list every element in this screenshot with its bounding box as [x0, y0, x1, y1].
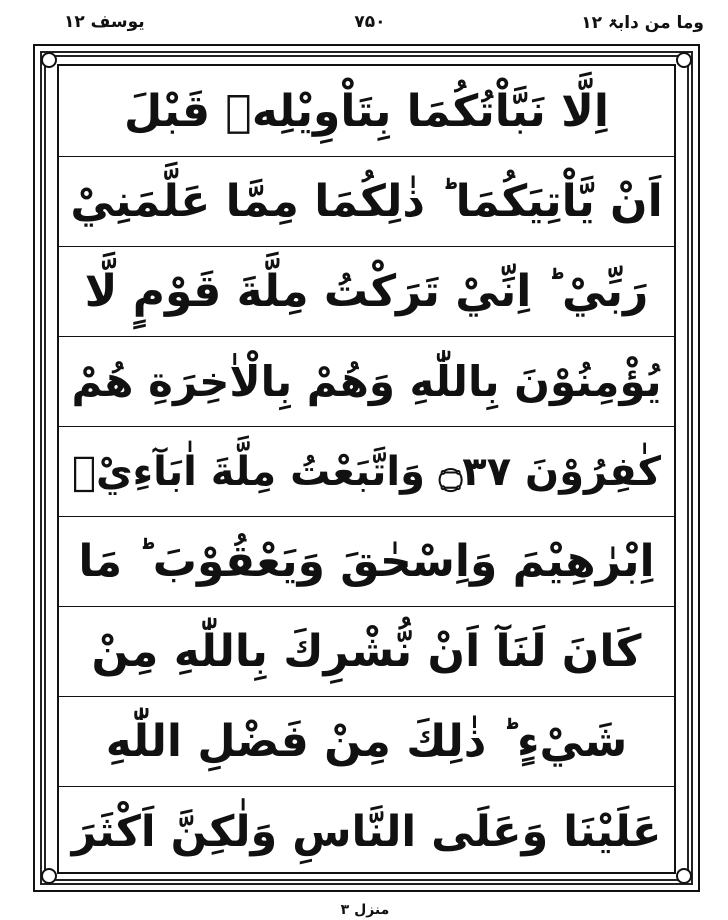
page-number: ۷۵۰ — [354, 12, 386, 32]
line-text: رَبِّيْ ؕ اِنِّيْ تَرَكْتُ مِلَّةَ قَوْمٍ لَّا — [84, 266, 649, 317]
corner-ornament — [676, 868, 692, 884]
line-text: شَيْءٍ ؕ ذٰلِكَ مِنْ فَضْلِ اللّٰهِ — [105, 716, 628, 767]
manzil-footer: منزل ۳ — [340, 902, 390, 918]
page-frame — [33, 44, 700, 892]
verse-line-9 — [59, 786, 674, 876]
juz-name: وما من دابۃ ۱۲ — [581, 13, 704, 33]
line-text: يُؤْمِنُوْنَ بِاللّٰهِ وَهُمْ بِالْاٰخِرَةِ هُمْ — [71, 357, 662, 406]
verse-line-6 — [59, 516, 674, 606]
verse-line-3 — [59, 246, 674, 336]
corner-ornament — [41, 52, 57, 68]
verse-line-8 — [59, 696, 674, 786]
line-text: اَنْ يَّاْتِيَكُمَا ؕ ذٰلِكُمَا مِمَّا عَلَّمَنِيْ — [70, 176, 663, 227]
line-text: اِلَّا نَبَّاْتُكُمَا بِتَاْوِيْلِهٖ قَبْلَ — [124, 85, 609, 137]
line-text: عَلَيْنَا وَعَلَى النَّاسِ وَلٰكِنَّ اَكْثَرَ — [71, 806, 662, 857]
verse-line-2 — [59, 156, 674, 246]
text-area — [57, 64, 676, 874]
corner-ornament — [41, 868, 57, 884]
surah-name: یوسف ۱۲ — [64, 12, 145, 32]
verse-line-4 — [59, 336, 674, 426]
verse-line-5 — [59, 426, 674, 516]
line-text: كَانَ لَنَآ اَنْ نُّشْرِكَ بِاللّٰهِ مِنْ — [91, 626, 642, 677]
page-header — [0, 0, 728, 44]
corner-ornament — [676, 52, 692, 68]
verse-line-7 — [59, 606, 674, 696]
line-text: كٰفِرُوْنَ ۝۳۷ وَاتَّبَعْتُ مِلَّةَ اٰبَآءِيْۤ — [72, 448, 661, 495]
line-text: اِبْرٰهِيْمَ وَاِسْحٰقَ وَيَعْقُوْبَ ؕ مَا — [78, 536, 655, 587]
verse-line-1 — [59, 66, 674, 156]
